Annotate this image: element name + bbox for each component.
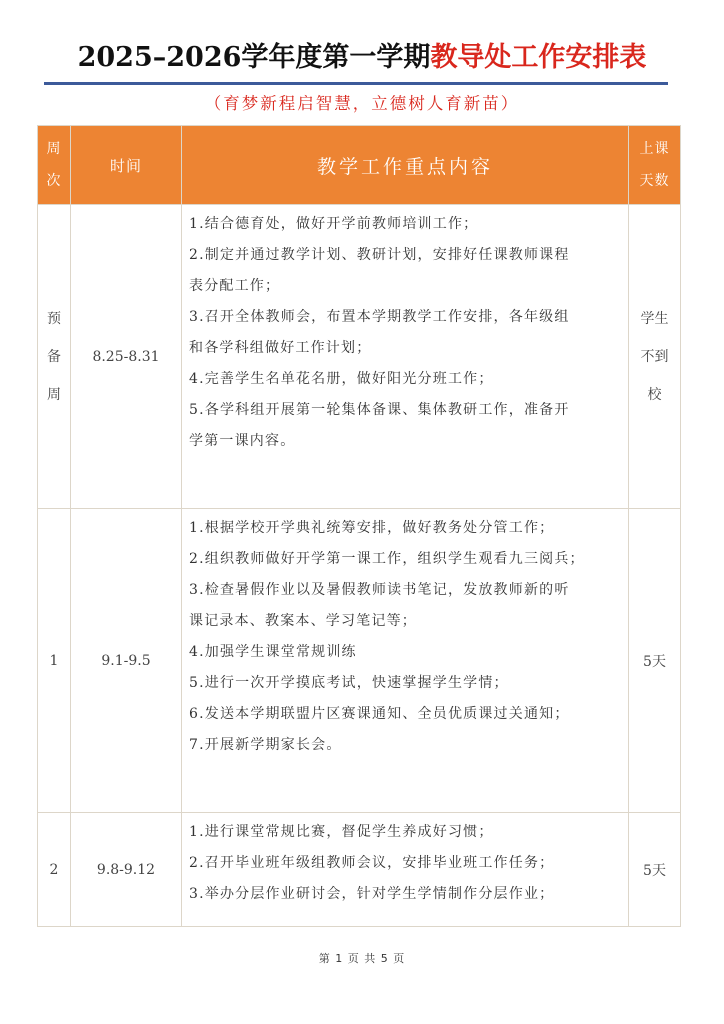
content-line: 4.加强学生课堂常规训练: [189, 644, 357, 660]
header-days: [629, 126, 681, 205]
content-line: 学第一课内容。: [189, 433, 296, 449]
table-row: [38, 509, 681, 813]
header-time: 时间: [71, 126, 182, 205]
page-number-footer: 第 1 页 共 5 页: [318, 952, 406, 965]
days-text: 不到: [640, 348, 669, 365]
content-line: 课记录本、教案本、学习笔记等；: [189, 613, 417, 629]
content-line: 5.各学科组开展第一轮集体备课、集体教研工作，准备开: [189, 402, 570, 418]
title-underline: [44, 82, 668, 85]
week-cell: 2: [38, 813, 71, 927]
content-line: 3.召开全体教师会，布置本学期教学工作安排，各年级组: [189, 309, 570, 325]
content-line: 4.完善学生名单花名册，做好阳光分班工作；: [189, 371, 494, 387]
content-line: 2.召开毕业班年级组教师会议，安排毕业班工作任务；: [189, 855, 555, 871]
content-line: 和各学科组做好工作计划；: [189, 340, 372, 356]
week-char: 备: [47, 348, 61, 365]
days-cell: 5天: [629, 813, 681, 927]
content-line: 表分配工作；: [189, 278, 281, 294]
week-char: 预: [47, 310, 61, 327]
days-text: 校: [647, 386, 662, 403]
content-cell: [182, 813, 629, 927]
header-days-line-2: 天数: [639, 173, 670, 189]
content-line: 3.检查暑假作业以及暑假教师读书笔记，发放教师新的听: [189, 582, 570, 598]
content-cell: [182, 205, 629, 509]
table-header-row: [38, 126, 681, 205]
page-subtitle: （育梦新程启智慧，立德树人育新苗）: [204, 94, 520, 113]
header-content: 教学工作重点内容: [182, 126, 629, 205]
week-cell: [38, 205, 71, 509]
time-cell: 9.8-9.12: [71, 813, 182, 927]
days-cell: [629, 205, 681, 509]
table-row: [38, 813, 681, 927]
content-line: 5.进行一次开学摸底考试，快速掌握学生学情；: [189, 675, 509, 691]
page-title: [0, 40, 724, 76]
schedule-table: [37, 125, 681, 927]
content-line: 2.制定并通过教学计划、教研计划，安排好任课教师课程: [189, 247, 570, 263]
title-year: 2025–2026: [77, 42, 242, 73]
time-cell: 9.1-9.5: [71, 509, 182, 813]
table-row: [38, 205, 681, 509]
content-line: 1.根据学校开学典礼统筹安排，做好教务处分管工作；: [189, 520, 555, 536]
content-cell: [182, 509, 629, 813]
content-line: 2.组织教师做好开学第一课工作，组织学生观看九三阅兵；: [189, 551, 585, 567]
content-line: 6.发送本学期联盟片区赛课通知、全员优质课过关通知；: [189, 706, 570, 722]
title-main: 学年度第一学期: [241, 42, 431, 73]
header-days-line-1: 上课: [639, 141, 670, 157]
content-line: 1.进行课堂常规比赛，督促学生养成好习惯；: [189, 824, 494, 840]
title-highlight: 教导处工作安排表: [430, 42, 647, 73]
days-cell: 5天: [629, 509, 681, 813]
time-cell: 8.25-8.31: [71, 205, 182, 509]
header-week: [38, 126, 71, 205]
content-line: 7.开展新学期家长会。: [189, 737, 342, 753]
week-cell: 1: [38, 509, 71, 813]
header-week-line-1: 周: [46, 141, 62, 157]
content-line: 3.举办分层作业研讨会，针对学生学情制作分层作业；: [189, 886, 555, 902]
days-text: 学生: [640, 310, 669, 327]
header-week-line-2: 次: [46, 173, 62, 189]
week-char: 周: [47, 386, 61, 403]
content-line: 1.结合德育处，做好开学前教师培训工作；: [189, 216, 479, 232]
